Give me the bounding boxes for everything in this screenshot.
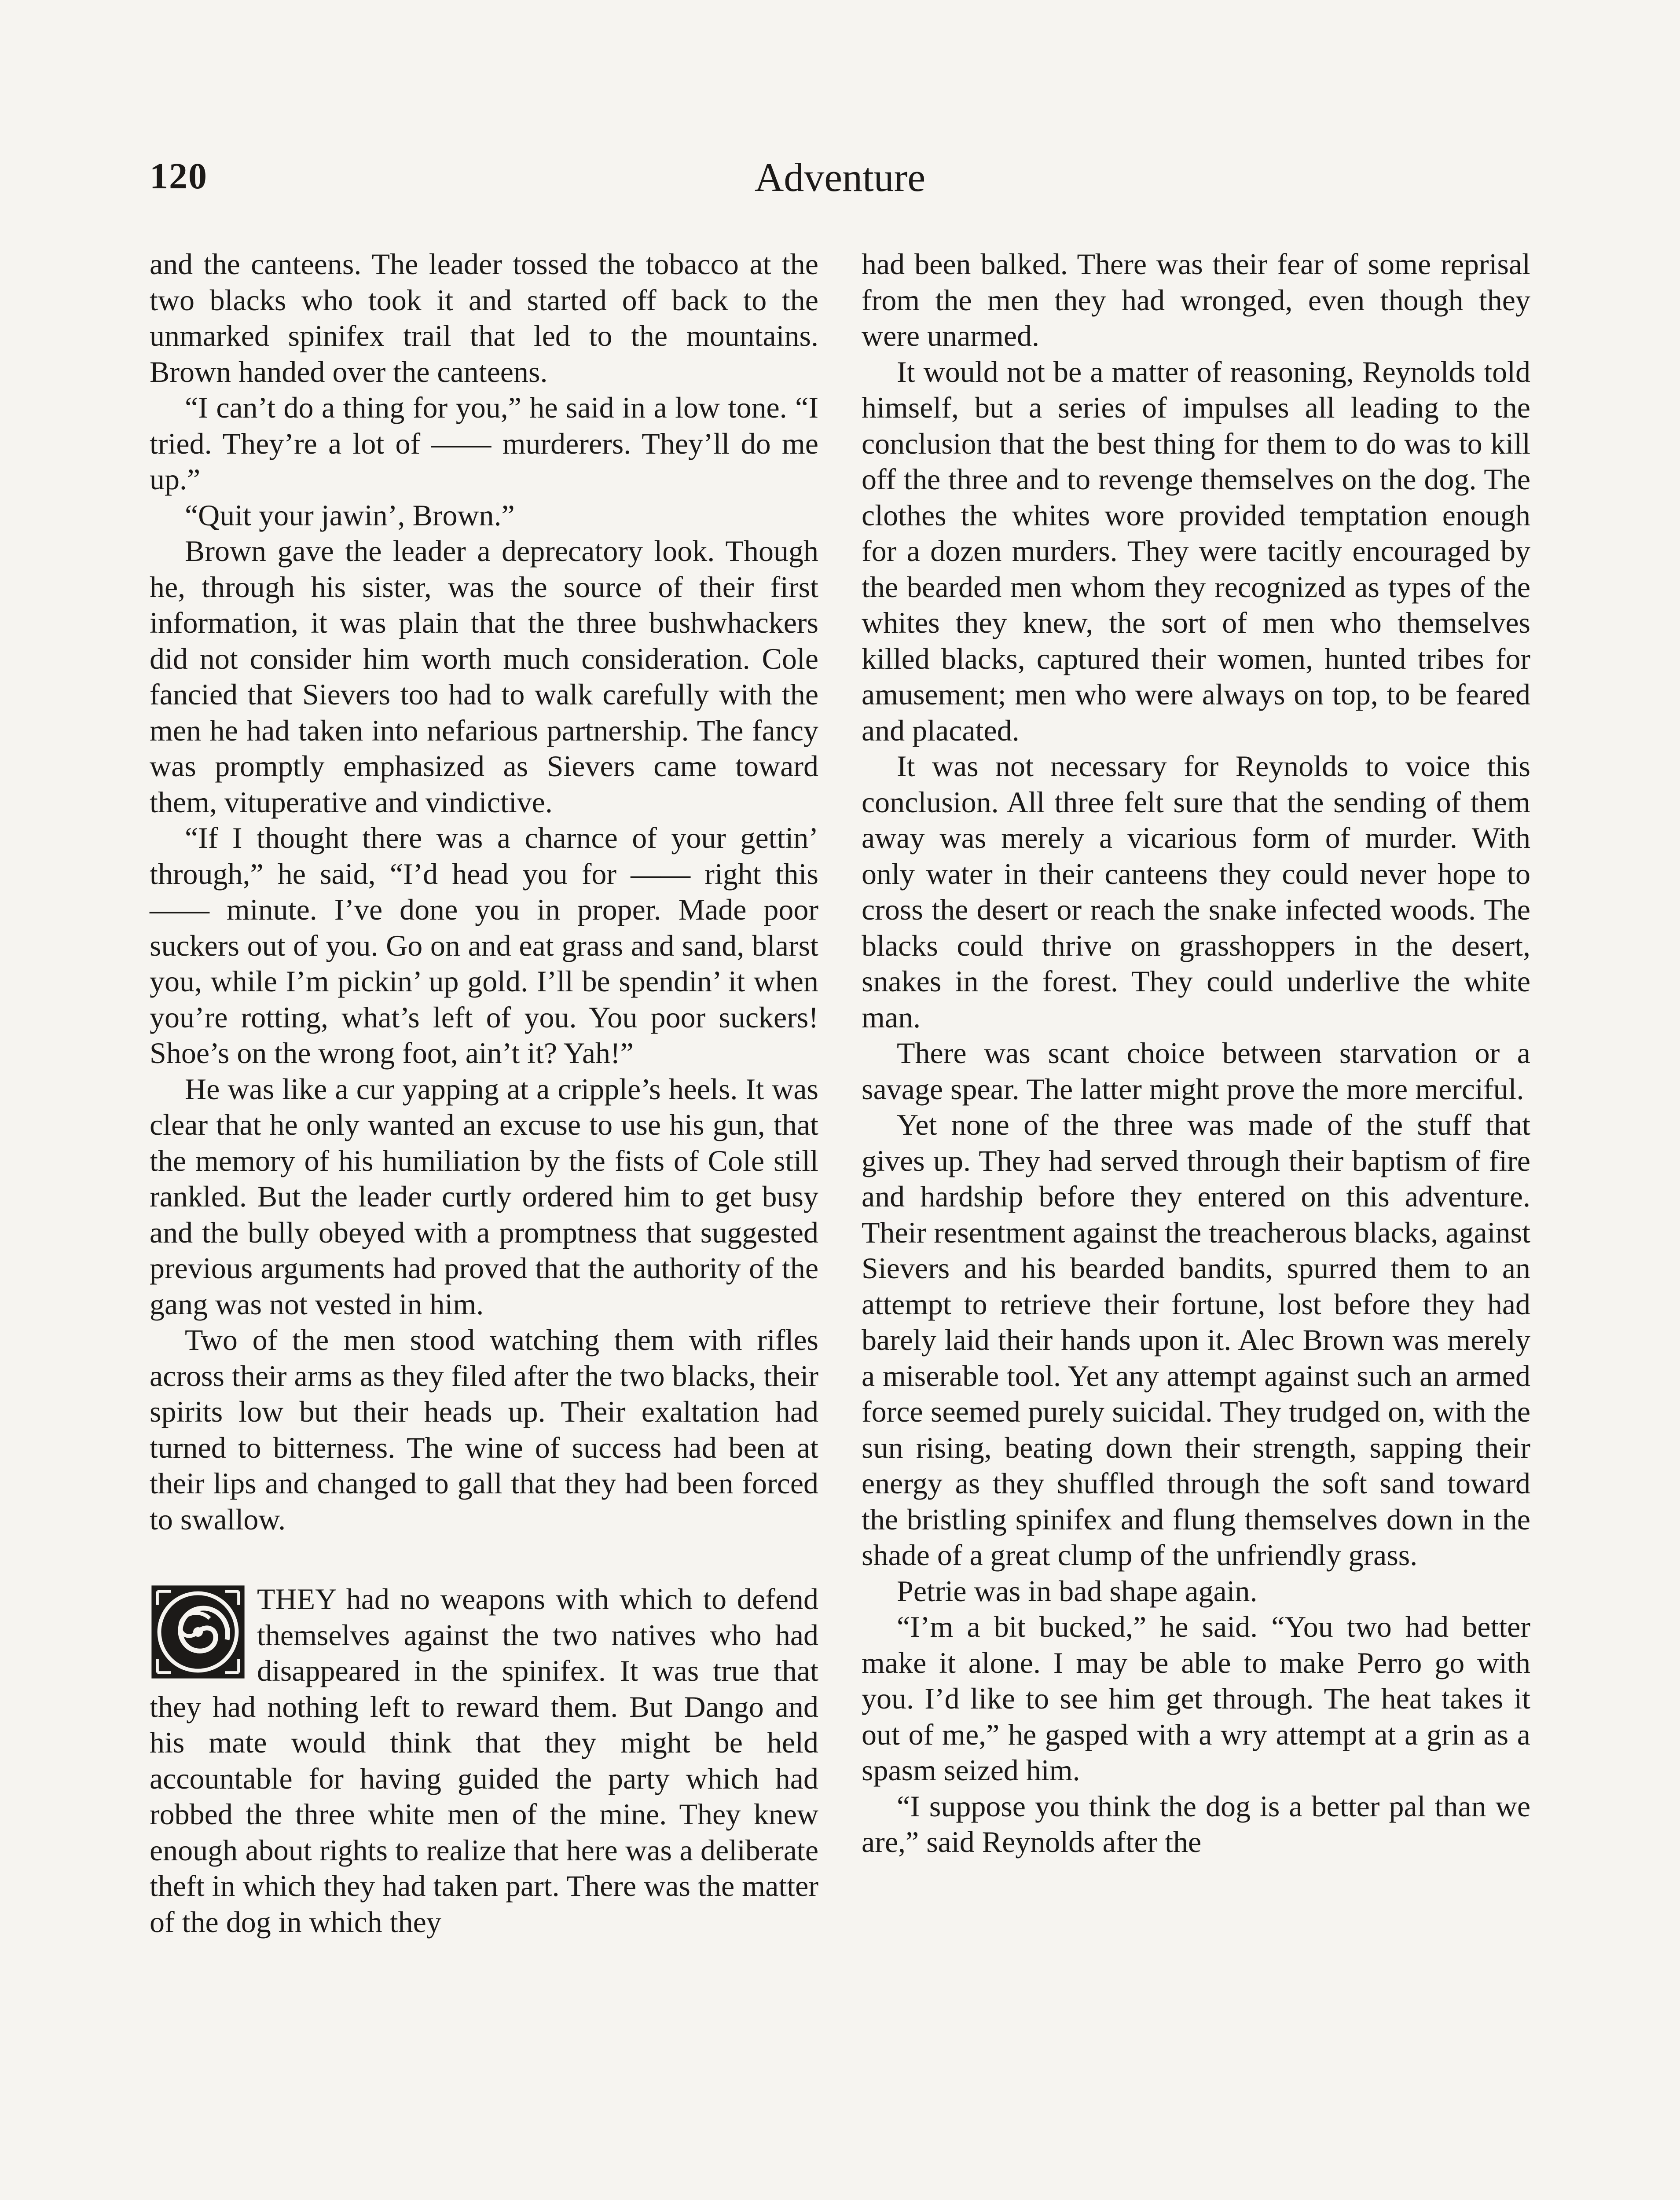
paragraph: Petrie was in bad shape again. [897, 1574, 1258, 1608]
left-column [150, 246, 818, 1940]
paragraph: had been balked. There was their fear of some reprisal from the men they had wronged, even though they were unarmed. [862, 247, 1530, 352]
paragraph: It would not be a matter of reasoning, Reynolds told himself, but a series of impulses all leading to the conclusion that the best thing for them to do was to kill off the three and to revenge themselves on the dog. The clothes the whites wore provided temptation enough for a dozen murders. They were tacitly encouraged by the bearded men whom they recognized as types of the whites they knew, the sort of men who themselves killed blacks, captured their women, hunted tribes for amusement; men who were always on top, to be feared and placated. [862, 355, 1530, 747]
paragraph: Brown gave the leader a deprecatory look. Though he, through his sister, was the source of their first information, it was plain that the three bushwhackers did not consider him worth much consideration. Cole fancied that Sievers too had to walk carefully with the men he had taken into nefarious partnership. The fancy was promptly emphasized as Sievers came toward them, vituperative and vindictive. [150, 534, 818, 819]
paragraph: “I’m a bit bucked,” he said. “You two had better make it alone. I may be able to make Perro go with you. I’d like to see him get through. The heat takes it out of me,” he gasped with a wry attempt at a grin as a spasm seized him. [862, 1610, 1530, 1787]
paragraph: “If I thought there was a charnce of your gettin’ through,” he said, “I’d head you for —— right this —— minute. I’ve done you in proper. Made poor suckers out of you. Go on and eat grass and sand, blarst you, while I’m pickin’ up gold. I’ll be spendin’ it when you’re rotting, what’s left of you. You poor suckers! Shoe’s on the wrong foot, ain’t it? Yah!” [150, 821, 818, 1070]
paragraph: and the canteens. The leader tossed the tobacco at the two blacks who took it and started off back to the unmarked spinifex trail that led to the mountains. Brown handed over the canteens. [150, 247, 818, 389]
section-opening-paragraph: THEY had no weapons with which to defend themselves against the two natives who had disappeared in the spinifex. It was true that they had nothing left to reward them. But Dango and his mate would think that they might be held accountable for having guided the party which had robbed the three white men of the mine. They knew enough about rights to realize that here was a deliberate theft in which they had taken part. There was the matter of the dog in which they [150, 1582, 818, 1939]
paragraph: “I suppose you think the dog is a better pal than we are,” said Reynolds after the [862, 1789, 1530, 1859]
paragraph: “I can’t do a thing for you,” he said in a low tone. “I tried. They’re a lot of —— murderers. They’ll do me up.” [150, 391, 818, 496]
running-title: Adventure [754, 155, 926, 200]
swirl-ornament-icon [150, 1581, 246, 1683]
paragraph: “Quit your jawin’, Brown.” [185, 498, 515, 532]
right-column [862, 246, 1530, 1860]
page-number: 120 [150, 156, 208, 197]
paragraph: He was like a cur yapping at a cripple’s heels. It was clear that he only wanted an excuse to use his gun, that the memory of his humiliation by the fists of Cole still rankled. But the leader curtly ordered him to get busy and the bully obeyed with a promptness that suggested previous arguments had proved that the authority of the gang was not vested in him. [150, 1072, 818, 1321]
section-ornament-icon [150, 1581, 246, 1683]
paragraph: There was scant choice between starvation or a savage spear. The latter might prove the more merciful. [862, 1036, 1530, 1106]
paragraph: Two of the men stood watching them with rifles across their arms as they filed after the two blacks, their spirits low but their heads up. Their exaltation had turned to bitterness. The wine of success had been at their lips and changed to gall that they had been forced to swallow. [150, 1323, 819, 1536]
paragraph: It was not necessary for Reynolds to voice this conclusion. All three felt sure that the sending of them away was merely a vicarious form of murder. With only water in their canteens they could never hope to cross the desert or reach the snake infected woods. The blacks could thrive on grasshoppers in the desert, snakes in the forest. They could underlive the white man. [862, 749, 1530, 1034]
paragraph: Yet none of the three was made of the stuff that gives up. They had served through their baptism of fire and hardship before they entered on this adventure. Their resentment against the treacherous blacks, against Sievers and his bearded bandits, spurred them to an attempt to retrieve their fortune, lost before they had barely laid their hands upon it. Alec Brown was merely a miserable tool. Yet any attempt against such an armed force seemed purely suicidal. They trudged on, with the sun rising, beating down their strength, sapping their energy as they shuffled through the soft sand toward the bristling spinifex and flung themselves down in the shade of a great clump of the unfriendly grass. [862, 1108, 1530, 1572]
